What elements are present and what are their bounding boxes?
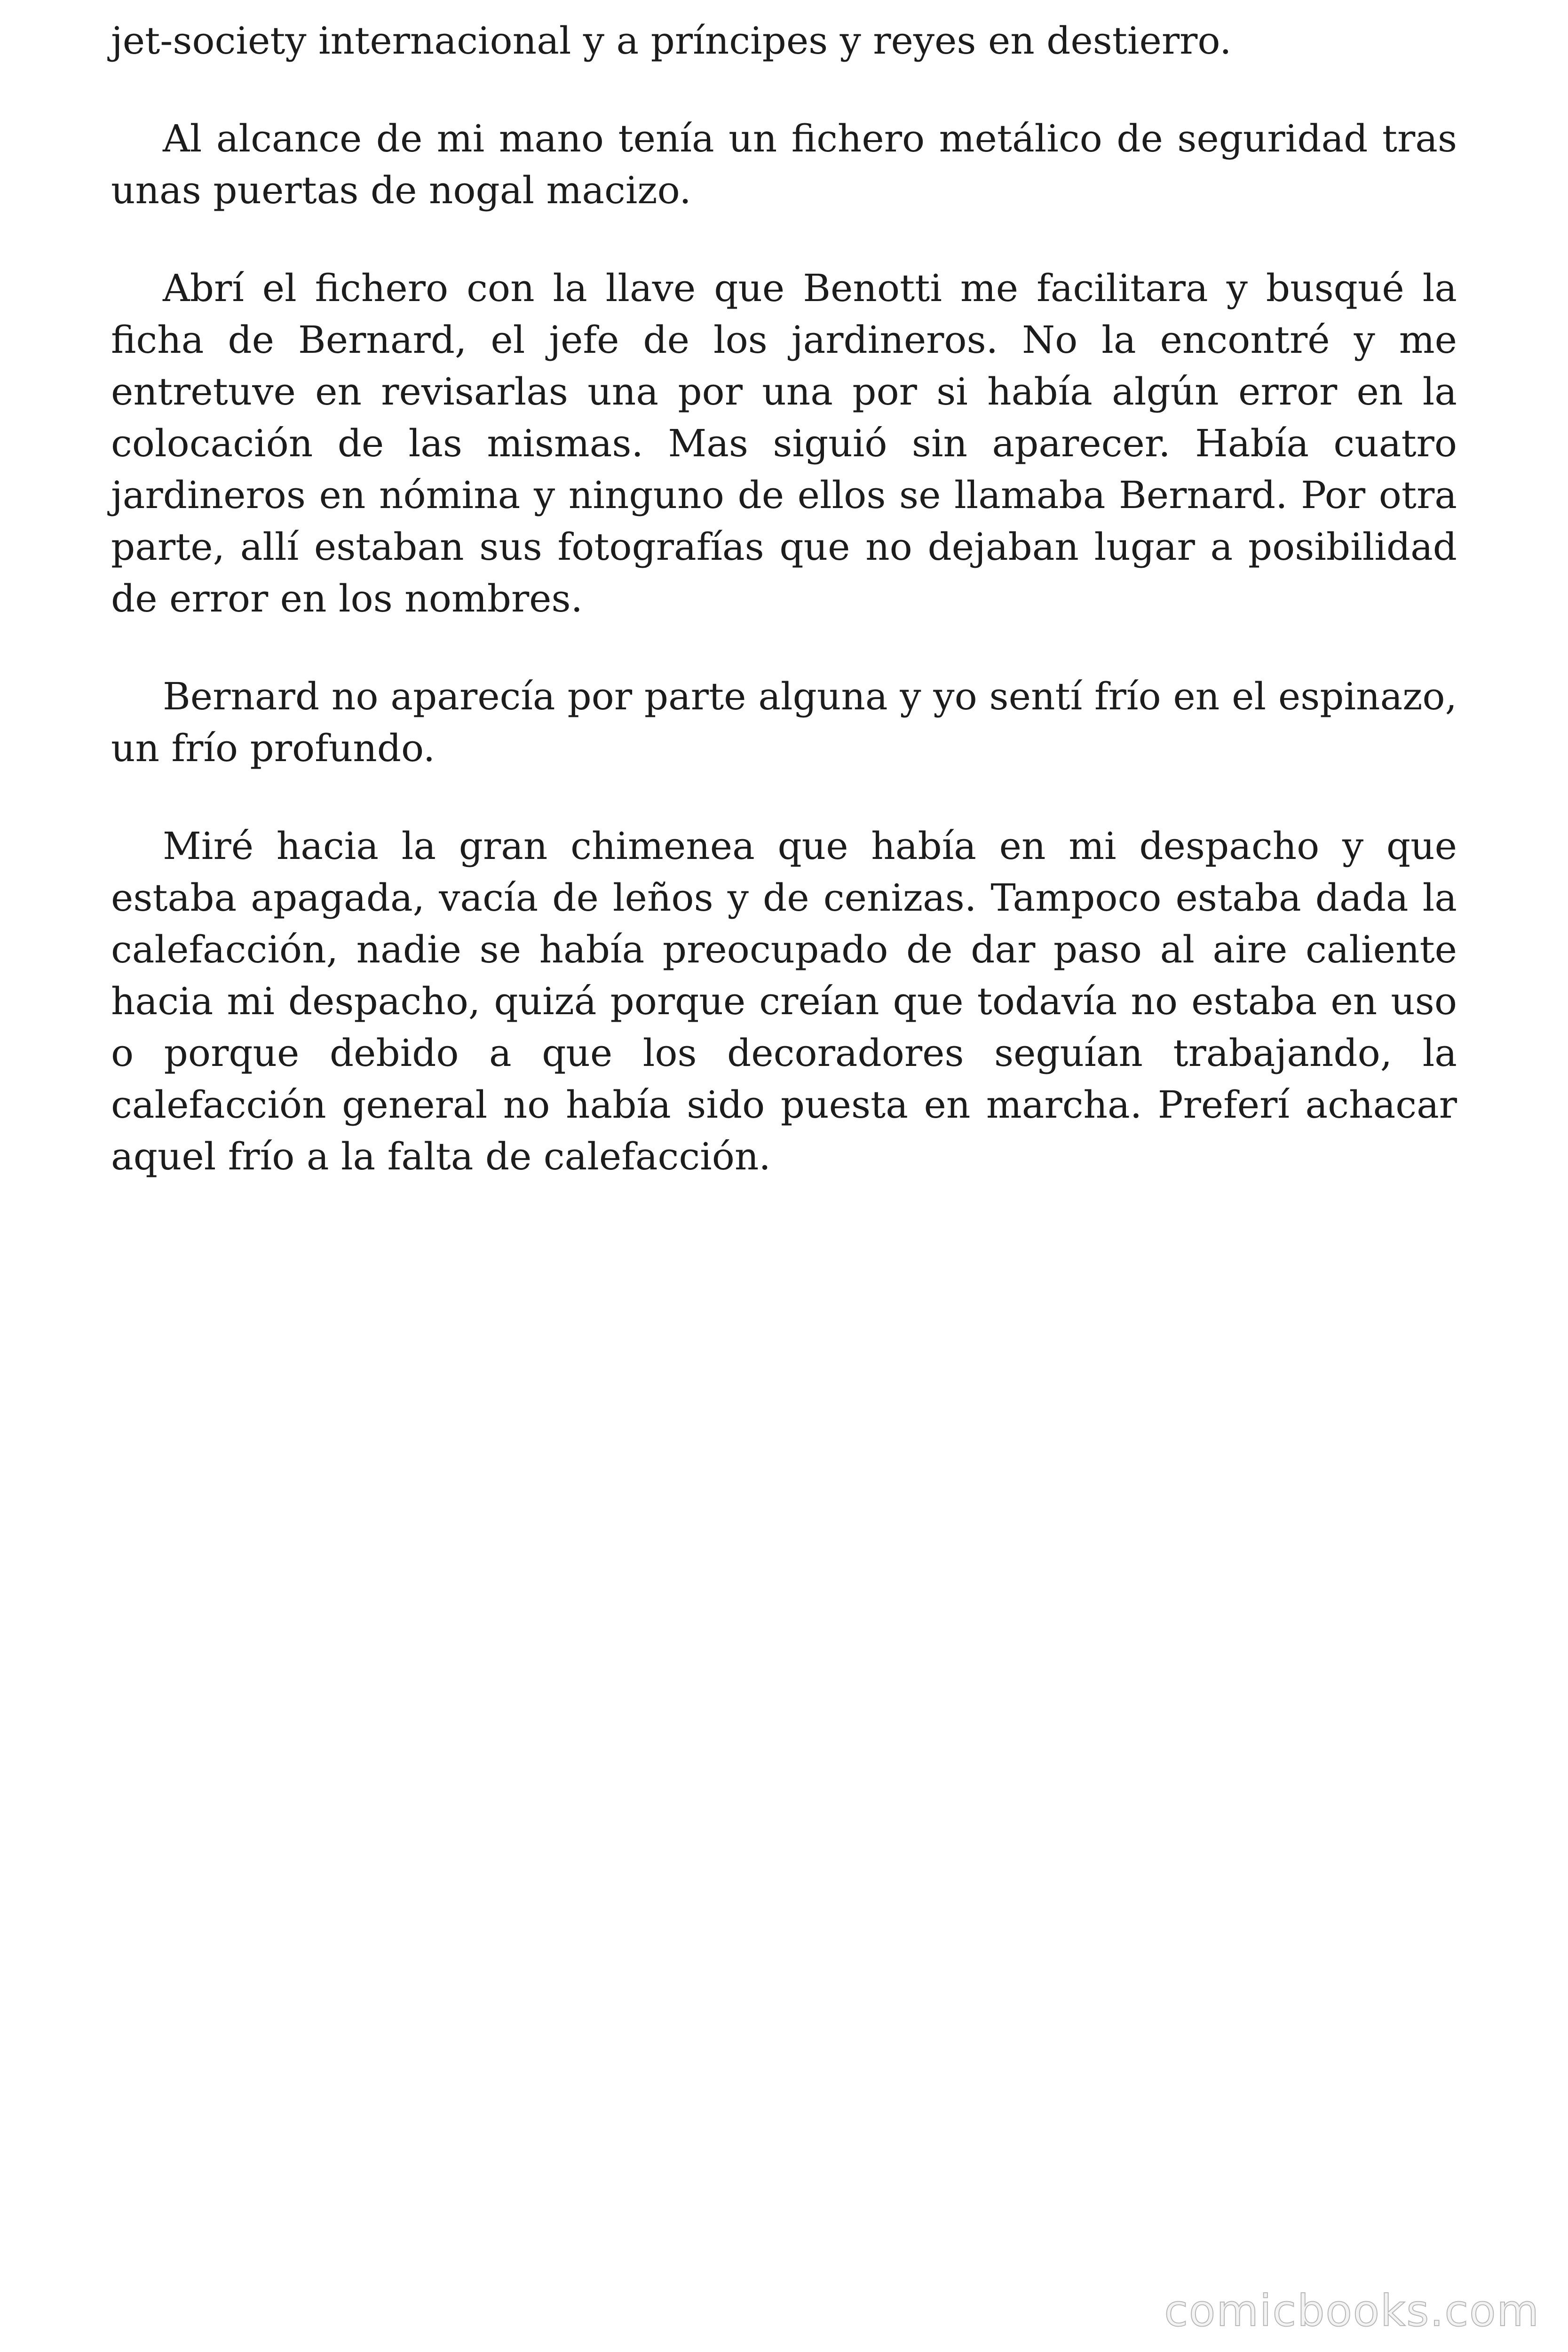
page-text (111, 15, 1457, 1229)
paragraph: Bernard no aparecía por parte alguna y yo sentí frío en el espinazo, un frío profundo. (111, 675, 1457, 770)
paragraph: jet-society internacional y a príncipes y reyes en destierro. (111, 19, 1232, 63)
paragraph: Abrí el fichero con la llave que Benotti me facilitara y busqué la ficha de Bernard, el jefe de los jardineros. No la encontré y me entretuve en revisarlas una por una por si había algún error en la colocación de las mismas. Mas siguió sin aparecer. Había cuatro jardineros en nómina y ninguno de ellos se llamaba Bernard. Por otra parte, allí estaban sus fotografías que no dejaban lugar a posibilidad de error en los nombres. (111, 266, 1457, 620)
watermark: comicbooks.com (1164, 2286, 1540, 2336)
paragraph: Miré hacia la gran chimenea que había en mi despacho y que estaba apagada, vacía de leños y de cenizas. Tampoco estaba dada la calefacción, nadie se había preocupado de dar paso al aire caliente hacia mi despacho, quizá porque creían que todavía no estaba en uso o porque debido a que los decoradores seguían trabajando, la calefacción general no había sido puesta en marcha. Preferí achacar aquel frío a la falta de calefacción. (111, 824, 1457, 1178)
paragraph: Al alcance de mi mano tenía un fichero metálico de seguridad tras unas puertas de nogal macizo. (111, 117, 1457, 212)
